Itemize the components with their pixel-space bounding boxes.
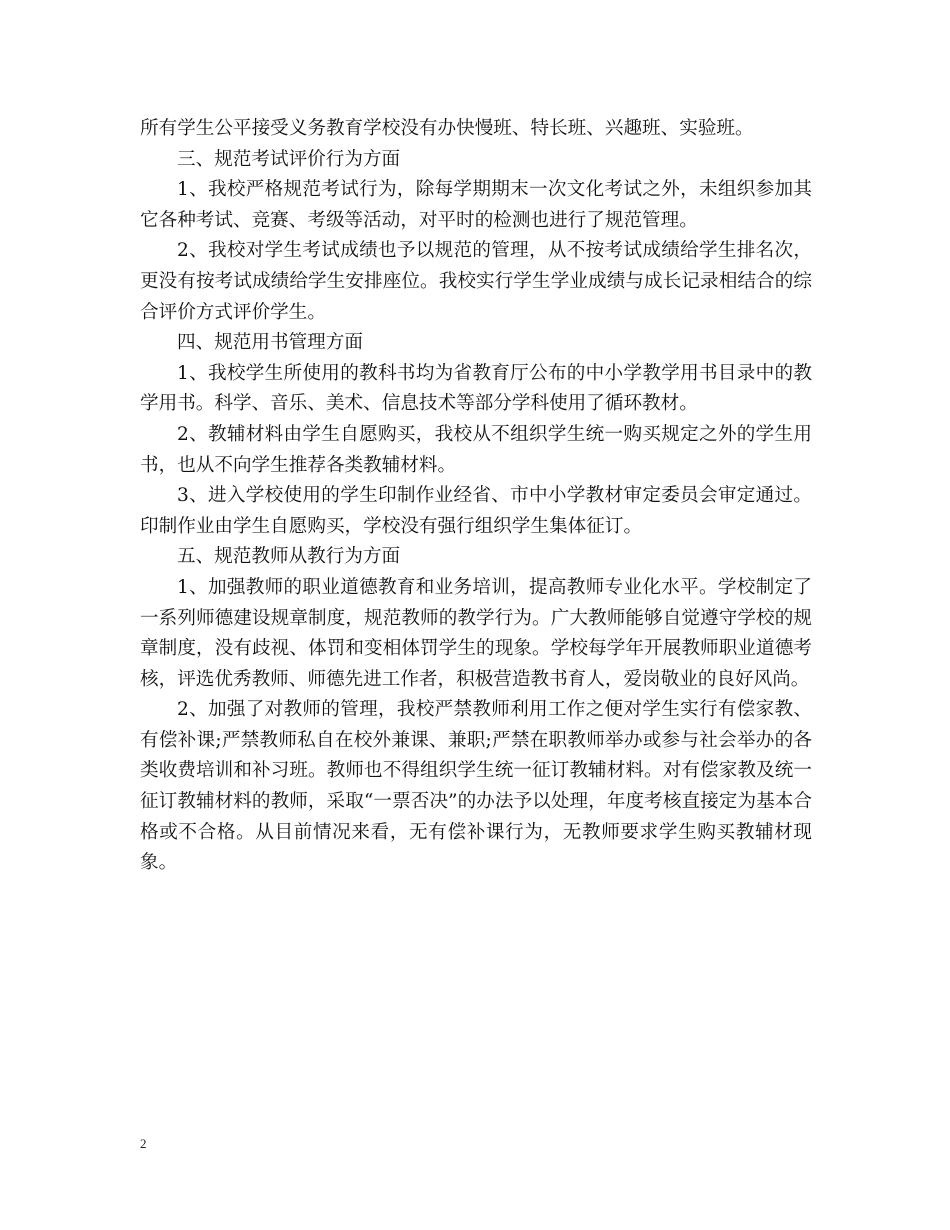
- paragraph: 2、教辅材料由学生自愿购买，我校从不组织学生统一购买规定之外的学生用书，也从不向学生推荐各类教辅材料。: [140, 423, 812, 476]
- section-heading-4: 四、规范用书管理方面: [177, 332, 363, 354]
- paragraph: 2、加强了对教师的管理，我校严禁教师利用工作之便对学生实行有偿家教、有偿补课;严禁教师私自在校外兼课、兼职;严禁在职教师举办或参与社会举办的各类收费培训和补习班。教师也不得组织学生统一征订教辅材料。对有偿家教及统一征订教辅材料的教师，采取“一票否决”的办法予以处理，年度考核直接定为基本合格或不合格。从目前情况来看，无有偿补课行为，无教师要求学生购买教辅材现象。: [140, 699, 812, 874]
- section-heading-5: 五、规范教师从教行为方面: [177, 546, 401, 568]
- paragraph: 3、进入学校使用的学生印制作业经省、市中小学教材审定委员会审定通过。印制作业由学生自愿购买，学校没有强行组织学生集体征订。: [140, 485, 812, 537]
- paragraph: 2、我校对学生考试成绩也予以规范的管理，从不按考试成绩给学生排名次，更没有按考试成绩给学生安排座位。我校实行学生学业成绩与成长记录相结合的综合评价方式评价学生。: [140, 240, 812, 323]
- section-heading-3: 三、规范考试评价行为方面: [177, 148, 401, 170]
- paragraph: 1、我校学生所使用的教科书均为省教育厅公布的中小学教学用书目录中的教学用书。科学、音乐、美术、信息技术等部分学科使用了循环教材。: [140, 362, 812, 415]
- page-number: 2: [140, 1136, 147, 1151]
- paragraph: 所有学生公平接受义务教育学校没有办快慢班、特长班、兴趣班、实验班。: [140, 118, 754, 139]
- paragraph: 1、加强教师的职业道德教育和业务培训，提高教师专业化水平。学校制定了一系列师德建设规章制度，规范教师的教学行为。广大教师能够自觉遵守学校的规章制度，没有歧视、体罚和变相体罚学生的现象。学校每学年开展教师职业道德考核，评选优秀教师、师德先进工作者，积极营造教书育人，爱岗敬业的良好风尚。: [140, 576, 812, 690]
- paragraph: 1、我校严格规范考试行为，除每学期期末一次文化考试之外，未组织参加其它各种考试、竞赛、考级等活动，对平时的检测也进行了规范管理。: [140, 179, 812, 231]
- document-body: [140, 114, 812, 879]
